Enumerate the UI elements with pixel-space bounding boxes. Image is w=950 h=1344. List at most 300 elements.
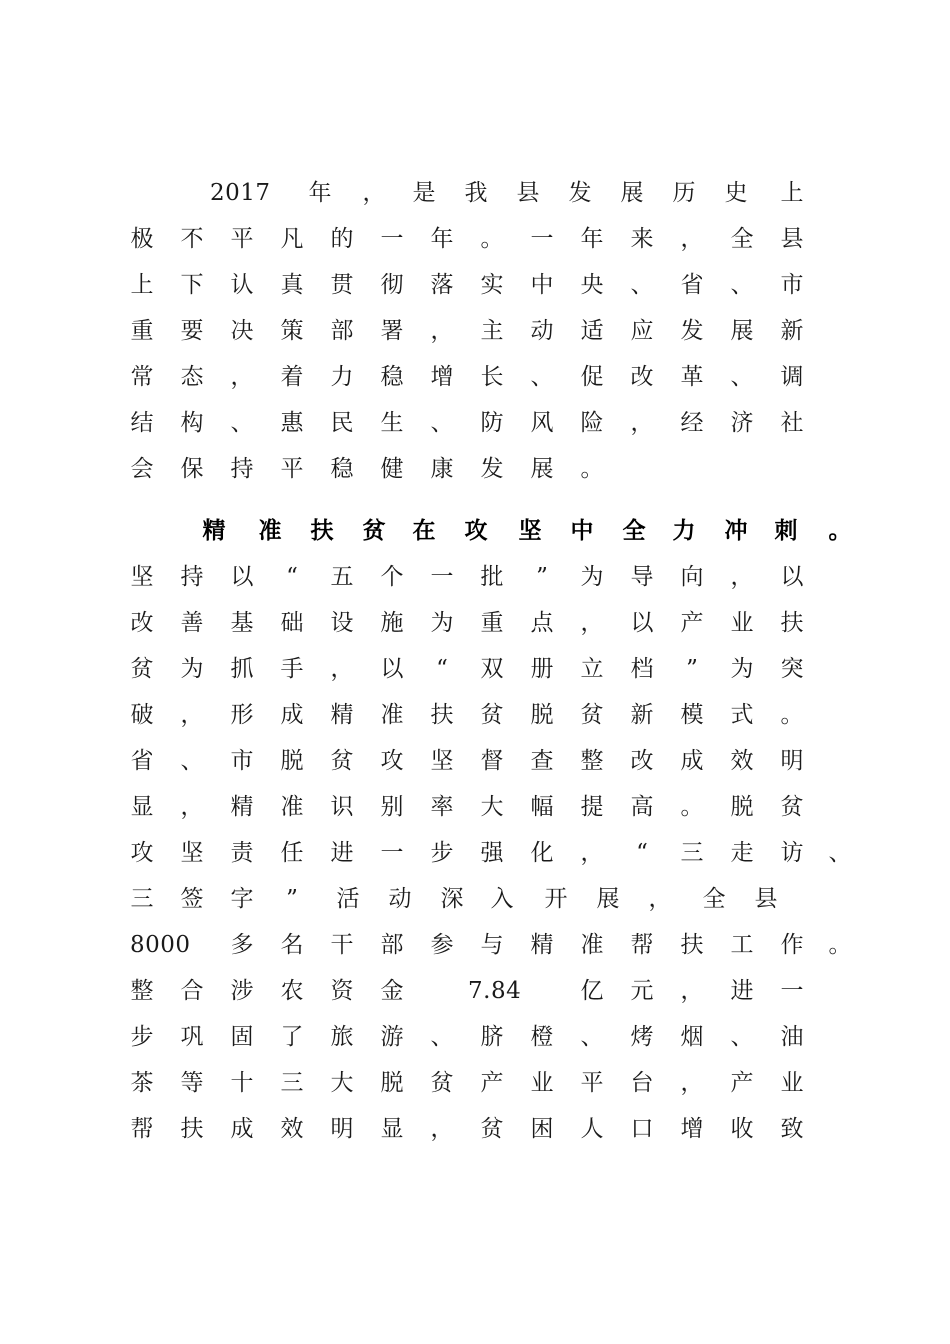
text-char: 。 — [828, 517, 852, 544]
text-char: 增 — [680, 1116, 704, 1142]
text-char: 基 — [230, 610, 254, 636]
text-char: 一 — [380, 226, 404, 252]
text-char: 动 — [388, 886, 412, 912]
text-char: 民 — [330, 410, 354, 436]
text-char: 重 — [130, 318, 154, 344]
text-char: 新 — [780, 318, 804, 344]
text-char: 发 — [568, 180, 592, 206]
text-char: 会 — [130, 456, 154, 482]
text-char: 保 — [180, 456, 204, 482]
text-char: ， — [362, 180, 386, 206]
text-char: 元 — [630, 978, 654, 1004]
text-char: 促 — [580, 364, 604, 390]
text-char: 精 — [230, 794, 254, 820]
text-line — [0, 746, 950, 776]
text-char: 结 — [130, 410, 154, 436]
text-char: 一 — [430, 564, 454, 590]
text-char: 革 — [680, 364, 704, 390]
text-char: 年 — [430, 226, 454, 252]
text-char: 贫 — [130, 656, 154, 682]
text-char: 向 — [680, 564, 704, 590]
text-char: 式 — [730, 702, 754, 728]
text-char: 力 — [330, 364, 354, 390]
text-char: 一 — [780, 978, 804, 1004]
text-char: 力 — [672, 517, 696, 544]
text-char: 中 — [530, 272, 554, 298]
text-char: 年 — [580, 226, 604, 252]
text-char: 贫 — [480, 1116, 504, 1142]
text-char: 坚 — [430, 748, 454, 774]
text-char: 策 — [280, 318, 304, 344]
text-char: 效 — [280, 1116, 304, 1142]
text-char: 一 — [530, 226, 554, 252]
text-char: ， — [730, 564, 754, 590]
text-char: 双 — [480, 656, 504, 682]
text-char: 县 — [754, 886, 778, 912]
text-char: 为 — [730, 656, 754, 682]
text-char: 业 — [730, 610, 754, 636]
text-char: 入 — [490, 886, 514, 912]
text-char: 产 — [680, 610, 704, 636]
text-char: 业 — [780, 1070, 804, 1096]
text-char: 展 — [596, 886, 620, 912]
text-char: ， — [648, 886, 672, 912]
text-char: 显 — [130, 794, 154, 820]
text-char: 为 — [430, 610, 454, 636]
text-char: 明 — [780, 748, 804, 774]
text-char: 整 — [580, 748, 604, 774]
text-char: 一 — [380, 840, 404, 866]
text-char: 2017 — [210, 180, 271, 206]
text-char: 贫 — [580, 702, 604, 728]
text-char: 全 — [702, 886, 726, 912]
text-char: 扶 — [180, 1116, 204, 1142]
text-char: 、 — [430, 1024, 454, 1050]
text-char: 省 — [680, 272, 704, 298]
text-char: 为 — [580, 564, 604, 590]
text-char: 部 — [380, 932, 404, 958]
text-char: 主 — [480, 318, 504, 344]
text-char: 名 — [280, 932, 304, 958]
text-char: 旅 — [330, 1024, 354, 1050]
text-char: 口 — [630, 1116, 654, 1142]
text-char: ， — [230, 364, 254, 390]
text-char: 展 — [620, 180, 644, 206]
text-char: 率 — [430, 794, 454, 820]
text-char: 与 — [480, 932, 504, 958]
text-char: 认 — [230, 272, 254, 298]
text-char: 扶 — [780, 610, 804, 636]
text-char: 省 — [130, 748, 154, 774]
text-char: 。 — [580, 456, 604, 482]
text-line — [0, 224, 950, 254]
text-char: 扶 — [680, 932, 704, 958]
text-char: 活 — [336, 886, 360, 912]
text-char: 济 — [730, 410, 754, 436]
text-char: 导 — [630, 564, 654, 590]
text-char: 烤 — [630, 1024, 654, 1050]
text-char: ” — [286, 886, 298, 912]
text-char: 健 — [380, 456, 404, 482]
text-char: 以 — [380, 656, 404, 682]
text-char: 、 — [580, 1024, 604, 1050]
text-char: 平 — [280, 456, 304, 482]
text-char: 、 — [530, 364, 554, 390]
text-char: 调 — [780, 364, 804, 390]
text-char: 持 — [230, 456, 254, 482]
text-char: 是 — [412, 180, 436, 206]
text-char: 三 — [680, 840, 704, 866]
text-char: 多 — [230, 932, 254, 958]
text-char: 落 — [430, 272, 454, 298]
text-line — [0, 408, 950, 438]
text-char: 困 — [530, 1116, 554, 1142]
text-char: 准 — [380, 702, 404, 728]
text-char: 产 — [480, 1070, 504, 1096]
text-char: 持 — [180, 564, 204, 590]
text-char: 突 — [780, 656, 804, 682]
text-char: 固 — [230, 1024, 254, 1050]
text-line — [0, 838, 950, 868]
text-char: ， — [630, 410, 654, 436]
text-char: 开 — [544, 886, 568, 912]
text-char: 发 — [680, 318, 704, 344]
text-char: 、 — [430, 410, 454, 436]
text-char: 识 — [330, 794, 354, 820]
text-char: ， — [430, 318, 454, 344]
text-char: 巩 — [180, 1024, 204, 1050]
text-char: 提 — [580, 794, 604, 820]
text-char: 帮 — [130, 1116, 154, 1142]
text-char: 册 — [530, 656, 554, 682]
text-char: ” — [536, 564, 548, 590]
text-char: 真 — [280, 272, 304, 298]
text-char: 来 — [630, 226, 654, 252]
text-char: 、 — [230, 410, 254, 436]
text-char: 成 — [680, 748, 704, 774]
text-char: 步 — [430, 840, 454, 866]
text-char: 7.84 — [468, 978, 522, 1004]
text-char: 作 — [780, 932, 804, 958]
text-char: 进 — [730, 978, 754, 1004]
text-char: 着 — [280, 364, 304, 390]
text-char: 成 — [280, 702, 304, 728]
text-char: ， — [180, 794, 204, 820]
text-char: 、 — [730, 272, 754, 298]
text-char: 脐 — [480, 1024, 504, 1050]
text-char: 极 — [130, 226, 154, 252]
text-char: 常 — [130, 364, 154, 390]
text-char: 形 — [230, 702, 254, 728]
text-char: 。 — [480, 226, 504, 252]
text-char: 批 — [480, 564, 504, 590]
text-line — [0, 930, 950, 960]
text-line — [0, 608, 950, 638]
text-line — [0, 454, 950, 484]
text-char: 增 — [430, 364, 454, 390]
text-char: 档 — [630, 656, 654, 682]
text-char: 合 — [180, 978, 204, 1004]
text-char: 要 — [180, 318, 204, 344]
text-char: 致 — [780, 1116, 804, 1142]
text-char: 。 — [780, 702, 804, 728]
text-char: 涉 — [230, 978, 254, 1004]
text-char: 成 — [230, 1116, 254, 1142]
text-char: ， — [680, 978, 704, 1004]
text-line — [0, 562, 950, 592]
text-char: 以 — [230, 564, 254, 590]
text-char: 动 — [530, 318, 554, 344]
text-char: 访 — [780, 840, 804, 866]
text-char: 适 — [580, 318, 604, 344]
text-char: 实 — [480, 272, 504, 298]
text-char: 改 — [130, 610, 154, 636]
text-char: 责 — [230, 840, 254, 866]
text-char: 央 — [580, 272, 604, 298]
text-char: 茶 — [130, 1070, 154, 1096]
text-char: 础 — [280, 610, 304, 636]
text-char: “ — [286, 564, 298, 590]
text-char: 脱 — [730, 794, 754, 820]
text-char: 化 — [530, 840, 554, 866]
text-char: 为 — [180, 656, 204, 682]
text-char: 署 — [380, 318, 404, 344]
text-line — [0, 178, 950, 208]
text-char: 扶 — [310, 517, 334, 544]
text-char: 稳 — [380, 364, 404, 390]
text-char: 决 — [230, 318, 254, 344]
text-char: 史 — [724, 180, 748, 206]
text-char: 步 — [130, 1024, 154, 1050]
text-char: 参 — [430, 932, 454, 958]
text-char: 坚 — [518, 517, 542, 544]
text-char: 中 — [570, 517, 594, 544]
text-line — [0, 1068, 950, 1098]
text-char: ， — [330, 656, 354, 682]
text-char: 收 — [730, 1116, 754, 1142]
text-char: 年 — [308, 180, 332, 206]
text-char: 走 — [730, 840, 754, 866]
text-char: 显 — [380, 1116, 404, 1142]
text-char: 部 — [330, 318, 354, 344]
text-char: 贫 — [330, 748, 354, 774]
text-char: 长 — [480, 364, 504, 390]
text-char: 防 — [480, 410, 504, 436]
text-char: 改 — [630, 748, 654, 774]
text-char: 坚 — [180, 840, 204, 866]
text-char: 以 — [780, 564, 804, 590]
text-char: 游 — [380, 1024, 404, 1050]
heading-line — [0, 516, 950, 546]
text-char: 、 — [630, 272, 654, 298]
text-line — [0, 792, 950, 822]
text-char: 发 — [480, 456, 504, 482]
text-line — [0, 976, 950, 1006]
text-char: 风 — [530, 410, 554, 436]
text-char: 康 — [430, 456, 454, 482]
text-char: 人 — [580, 1116, 604, 1142]
text-char: 精 — [202, 517, 226, 544]
text-char: 经 — [680, 410, 704, 436]
text-char: 惠 — [280, 410, 304, 436]
text-char: 整 — [130, 978, 154, 1004]
text-char: 上 — [780, 180, 804, 206]
text-char: 冲 — [724, 517, 748, 544]
text-char: 县 — [780, 226, 804, 252]
text-char: 贫 — [430, 1070, 454, 1096]
text-char: 展 — [530, 456, 554, 482]
text-line — [0, 270, 950, 300]
text-char: 平 — [580, 1070, 604, 1096]
text-char: 攻 — [464, 517, 488, 544]
text-char: 工 — [730, 932, 754, 958]
text-char: 十 — [230, 1070, 254, 1096]
text-char: 三 — [130, 886, 154, 912]
text-char: 手 — [280, 656, 304, 682]
text-char: 下 — [180, 272, 204, 298]
text-char: 了 — [280, 1024, 304, 1050]
text-char: ， — [430, 1116, 454, 1142]
text-char: 县 — [516, 180, 540, 206]
text-char: 彻 — [380, 272, 404, 298]
text-char: 攻 — [380, 748, 404, 774]
text-char: 等 — [180, 1070, 204, 1096]
text-line — [0, 700, 950, 730]
text-char: 督 — [480, 748, 504, 774]
text-char: 产 — [730, 1070, 754, 1096]
text-line — [0, 362, 950, 392]
text-char: 施 — [380, 610, 404, 636]
text-char: 橙 — [530, 1024, 554, 1050]
text-char: 准 — [280, 794, 304, 820]
text-char: 以 — [630, 610, 654, 636]
text-char: 农 — [280, 978, 304, 1004]
text-char: 全 — [622, 517, 646, 544]
text-line — [0, 1114, 950, 1144]
text-char: 的 — [330, 226, 354, 252]
text-char: 五 — [330, 564, 354, 590]
text-char: 贫 — [362, 517, 386, 544]
text-char: 改 — [630, 364, 654, 390]
text-char: 、 — [730, 1024, 754, 1050]
text-char: 脱 — [530, 702, 554, 728]
text-char: 重 — [480, 610, 504, 636]
text-char: “ — [436, 656, 448, 682]
text-char: 我 — [464, 180, 488, 206]
text-char: 脱 — [380, 1070, 404, 1096]
text-char: 字 — [230, 886, 254, 912]
text-line — [0, 316, 950, 346]
text-char: 贫 — [480, 702, 504, 728]
text-line — [0, 884, 950, 914]
text-char: 态 — [180, 364, 204, 390]
text-char: 进 — [330, 840, 354, 866]
text-char: 大 — [480, 794, 504, 820]
text-char: 展 — [730, 318, 754, 344]
text-char: 个 — [380, 564, 404, 590]
text-char: 破 — [130, 702, 154, 728]
text-char: 构 — [180, 410, 204, 436]
text-char: 精 — [530, 932, 554, 958]
text-char: ， — [180, 702, 204, 728]
text-char: 三 — [280, 1070, 304, 1096]
text-char: 油 — [780, 1024, 804, 1050]
text-char: 贯 — [330, 272, 354, 298]
text-char: 社 — [780, 410, 804, 436]
text-char: ， — [580, 840, 604, 866]
text-char: ” — [686, 656, 698, 682]
text-char: 平 — [230, 226, 254, 252]
text-char: 险 — [580, 410, 604, 436]
text-char: 贫 — [780, 794, 804, 820]
text-char: 市 — [230, 748, 254, 774]
text-char: 签 — [180, 886, 204, 912]
text-char: ， — [680, 1070, 704, 1096]
text-char: ， — [580, 610, 604, 636]
text-char: 金 — [380, 978, 404, 1004]
text-char: 大 — [330, 1070, 354, 1096]
text-char: 。 — [828, 932, 852, 958]
text-char: 、 — [180, 748, 204, 774]
text-char: 烟 — [680, 1024, 704, 1050]
text-char: 幅 — [530, 794, 554, 820]
text-char: 准 — [580, 932, 604, 958]
text-char: 亿 — [580, 978, 604, 1004]
text-char: 模 — [680, 702, 704, 728]
text-char: 别 — [380, 794, 404, 820]
text-char: 业 — [530, 1070, 554, 1096]
text-char: 生 — [380, 410, 404, 436]
text-char: 8000 — [130, 932, 191, 958]
text-char: 在 — [412, 517, 436, 544]
text-char: 抓 — [230, 656, 254, 682]
text-char: 市 — [780, 272, 804, 298]
text-char: 。 — [680, 794, 704, 820]
text-char: 效 — [730, 748, 754, 774]
text-char: 扶 — [430, 702, 454, 728]
text-char: 深 — [440, 886, 464, 912]
text-char: 凡 — [280, 226, 304, 252]
text-line — [0, 654, 950, 684]
text-char: “ — [636, 840, 648, 866]
text-char: 任 — [280, 840, 304, 866]
text-char: 资 — [330, 978, 354, 1004]
text-char: 台 — [630, 1070, 654, 1096]
text-line — [0, 1022, 950, 1052]
text-char: 立 — [580, 656, 604, 682]
text-char: 设 — [330, 610, 354, 636]
text-char: 、 — [730, 364, 754, 390]
text-char: 应 — [630, 318, 654, 344]
text-char: 坚 — [130, 564, 154, 590]
text-char: 历 — [672, 180, 696, 206]
text-char: 全 — [730, 226, 754, 252]
text-char: 准 — [258, 517, 282, 544]
text-char: 不 — [180, 226, 204, 252]
text-char: 上 — [130, 272, 154, 298]
text-char: 干 — [330, 932, 354, 958]
text-char: 、 — [828, 840, 852, 866]
text-char: 刺 — [774, 517, 798, 544]
text-char: 查 — [530, 748, 554, 774]
text-char: 新 — [630, 702, 654, 728]
text-char: 帮 — [630, 932, 654, 958]
text-char: 脱 — [280, 748, 304, 774]
text-char: 精 — [330, 702, 354, 728]
text-char: 善 — [180, 610, 204, 636]
text-char: 攻 — [130, 840, 154, 866]
text-char: 稳 — [330, 456, 354, 482]
